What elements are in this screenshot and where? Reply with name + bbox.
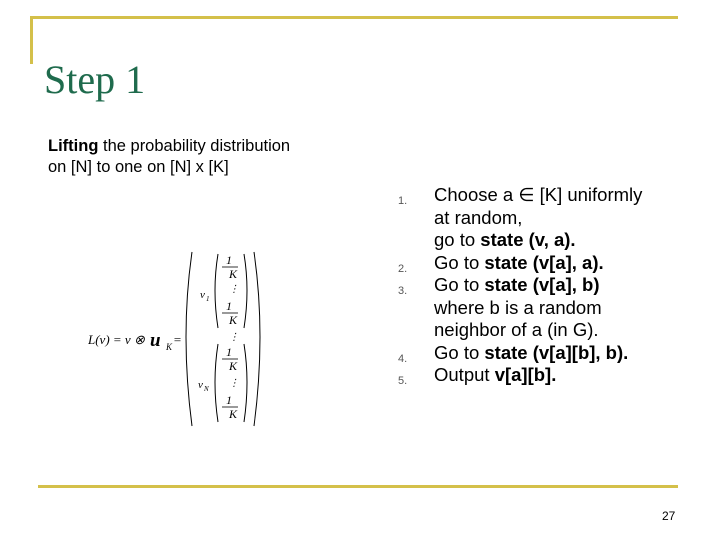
step-4-line-1: [434, 342, 698, 365]
dots-middle: ⋮: [229, 332, 239, 343]
steps-list: [398, 184, 698, 387]
inner-right-paren-top: [244, 254, 247, 328]
formula-vN-sub: N: [204, 385, 209, 393]
frac3-num: 1: [226, 345, 232, 359]
step-3-prefix: Go to: [434, 274, 485, 295]
formula-vN: v: [198, 379, 203, 391]
dots-bottom: ⋮: [229, 378, 239, 389]
step-3-line-2: where b is a random: [434, 296, 602, 318]
formula-v1: v: [200, 289, 205, 301]
top-decorative-bar: [30, 16, 678, 19]
dots-top: ⋮: [229, 284, 239, 295]
formula-v1-sub: 1: [206, 295, 210, 303]
subtitle-rest: the probability distribution: [98, 137, 291, 155]
step-item-3: [398, 274, 698, 342]
bottom-decorative-bar: [38, 485, 678, 488]
step-1-line-2: at random,: [434, 206, 523, 228]
step-2-line-1: [434, 252, 698, 275]
frac1-den: K: [229, 267, 238, 281]
outer-left-paren: [186, 252, 192, 426]
step-3-bold: state (v[a], b): [484, 274, 600, 295]
lifting-formula: [88, 240, 278, 430]
step-5-bold: v[a][b].: [494, 364, 557, 385]
frac2-num: 1: [226, 299, 232, 313]
step-4-prefix: Go to: [434, 341, 485, 363]
step-2-prefix: Go to: [434, 251, 485, 273]
step-3-line-1: [434, 274, 698, 297]
step-1-line-3: [434, 229, 698, 252]
left-decorative-bar: [30, 16, 33, 64]
step-2-bold: state (v[a], a).: [484, 251, 604, 273]
slide-title: Step 1: [44, 57, 146, 102]
step-1-line-1: Choose a ∈ [K] uniformly: [434, 184, 643, 205]
frac3-den: K: [229, 359, 238, 373]
step-number: 3.: [398, 285, 408, 297]
inner-left-paren-bottom: [215, 344, 218, 422]
formula-svg: [88, 240, 278, 430]
step-5-line-1: [434, 364, 698, 387]
inner-right-paren-bottom: [244, 344, 247, 422]
formula-u: u: [150, 330, 161, 351]
formula-u-sub: K: [166, 342, 173, 352]
step-number: 1.: [398, 195, 408, 207]
page-number: 27: [662, 509, 676, 523]
step-item-2: [398, 252, 698, 275]
step-3-line-3: neighbor of a (in G).: [434, 319, 599, 340]
subtitle-bold: Lifting: [48, 137, 99, 155]
frac1-num: 1: [226, 253, 232, 267]
step-number: 5.: [398, 375, 408, 387]
step-item-1: [398, 184, 698, 252]
step-4-bold: state (v[a][b], b).: [484, 341, 629, 363]
step-item-4: [398, 342, 698, 365]
frac4-den: K: [229, 407, 238, 421]
outer-right-paren: [254, 252, 260, 426]
frac2-den: K: [229, 313, 238, 327]
formula-lhs: L(v) = v ⊗: [88, 332, 145, 347]
step-item-5: [398, 364, 698, 387]
slide-subtitle: [48, 136, 358, 178]
formula-eq: =: [173, 332, 182, 347]
step-1-bold: state (v, a).: [480, 229, 576, 250]
frac4-num: 1: [226, 393, 232, 407]
inner-left-paren-top: [215, 254, 218, 328]
step-number: 2.: [398, 262, 408, 275]
step-1-prefix: go to: [434, 229, 481, 250]
step-number: 4.: [398, 352, 408, 365]
step-5-prefix: Output: [434, 364, 495, 385]
subtitle-line2: on [N] to one on [N] x [K]: [48, 158, 229, 176]
